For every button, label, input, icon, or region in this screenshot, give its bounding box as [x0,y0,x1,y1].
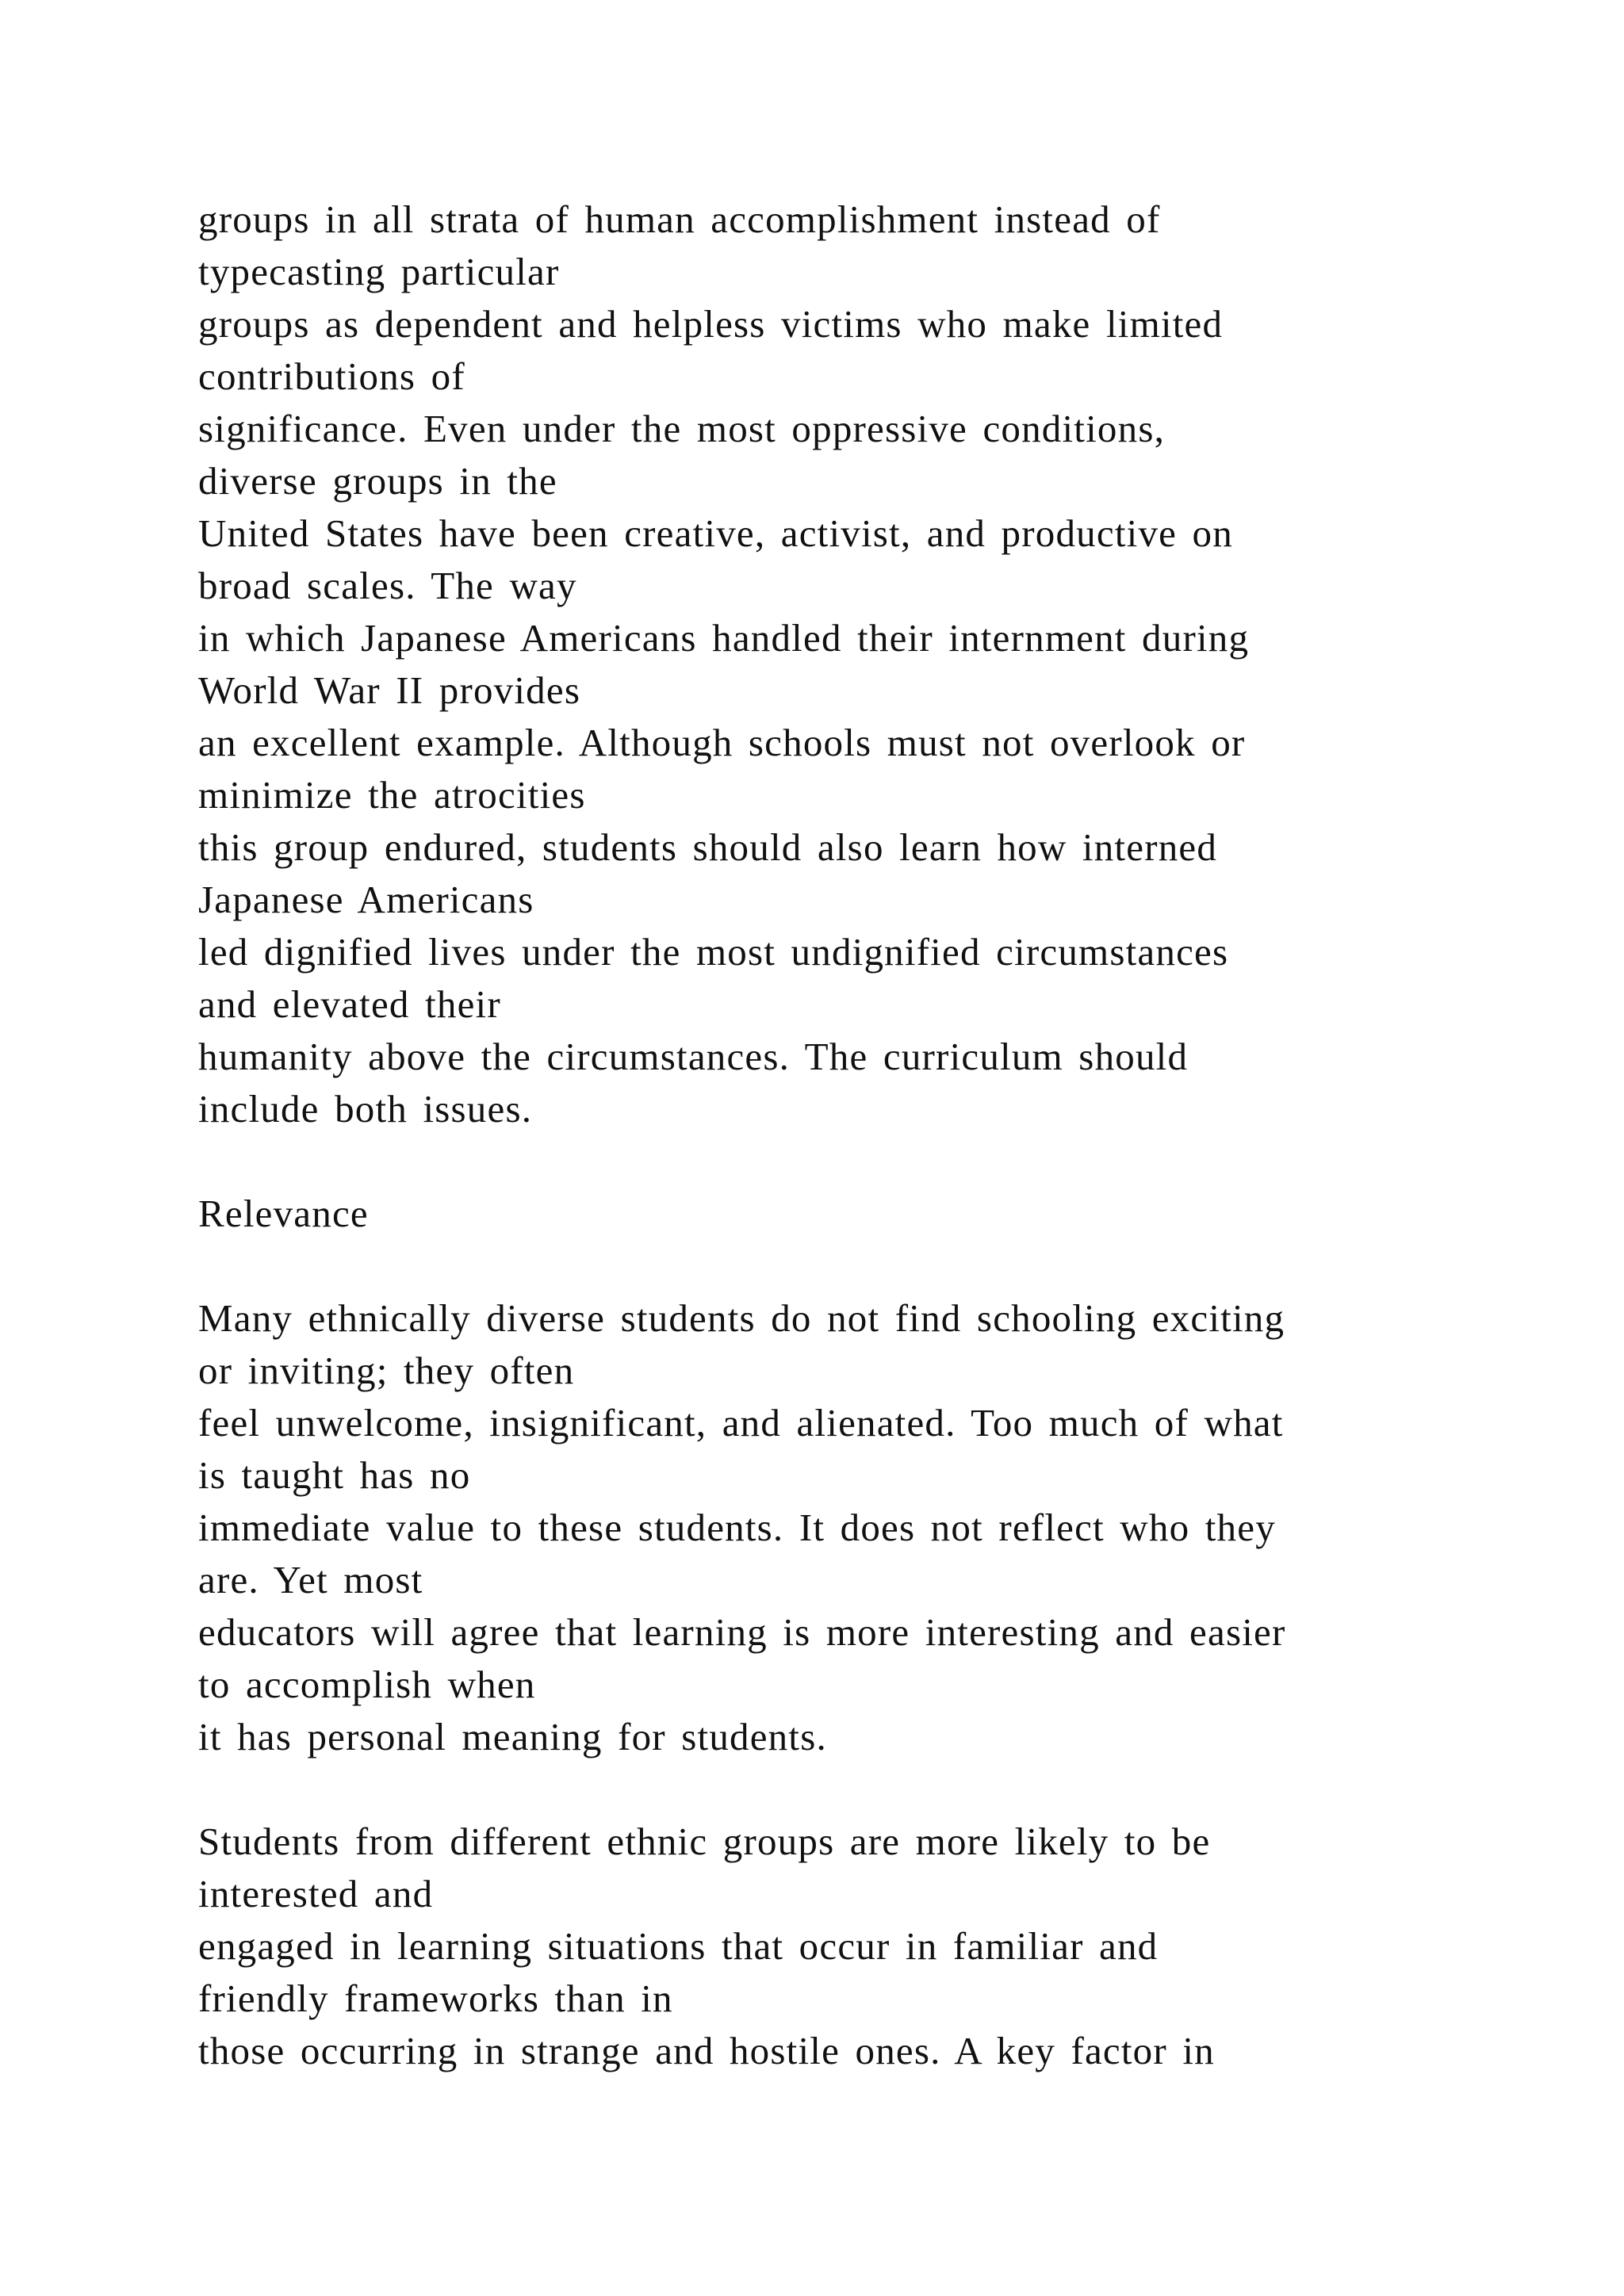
text-line: interested and [198,1872,434,1915]
text-line: diverse groups in the [198,459,557,503]
text-line: United States have been creative, activist, and productive on [198,511,1233,555]
text-line: immediate value to these students. It does not reflect who they [198,1506,1276,1549]
text-line: typecasting particular [198,250,560,293]
text-line: friendly frameworks than in [198,1976,673,2020]
text-line: are. Yet most [198,1558,423,1601]
paragraph-ethnic-groups [198,1816,1467,2077]
paragraph-achievements [198,193,1467,1135]
text-line: include both issues. [198,1087,533,1131]
text-line: those occurring in strange and hostile ones. A key factor in [198,2029,1215,2072]
text-line: is taught has no [198,1453,471,1497]
text-line: this group endured, students should also learn how interned [198,825,1218,869]
paragraph-relevance [198,1292,1467,1763]
text-line: feel unwelcome, insignificant, and alienated. Too much of what [198,1401,1284,1445]
text-line: broad scales. The way [198,564,577,607]
text-line: World War II provides [198,668,581,712]
text-line: or inviting; they often [198,1349,575,1392]
text-line: it has personal meaning for students. [198,1715,827,1758]
paragraph-spacer [198,1763,1467,1816]
text-line: and elevated their [198,982,501,1026]
text-line: engaged in learning situations that occur in familiar and [198,1924,1159,1968]
document-body [198,193,1467,2077]
text-line: led dignified lives under the most undignified circumstances [198,930,1229,974]
text-line: groups as dependent and helpless victims who make limited [198,302,1224,346]
text-line: an excellent example. Although schools must not overlook or [198,721,1246,764]
text-line: Japanese Americans [198,878,534,921]
text-line: humanity above the circumstances. The curriculum should [198,1035,1189,1078]
text-line: in which Japanese Americans handled their internment during [198,616,1250,660]
text-line: Many ethnically diverse students do not find schooling exciting [198,1296,1285,1340]
text-line: Students from different ethnic groups are more likely to be [198,1820,1211,1863]
text-line: to accomplish when [198,1663,536,1706]
paragraph-spacer [198,1135,1467,1188]
paragraph-spacer [198,1240,1467,1292]
text-line: significance. Even under the most oppressive conditions, [198,407,1166,450]
section-heading: Relevance [198,1192,369,1235]
text-line: groups in all strata of human accomplishment instead of [198,197,1161,241]
text-line: minimize the atrocities [198,773,586,817]
text-line: contributions of [198,354,465,398]
text-line: educators will agree that learning is more interesting and easier [198,1610,1286,1654]
